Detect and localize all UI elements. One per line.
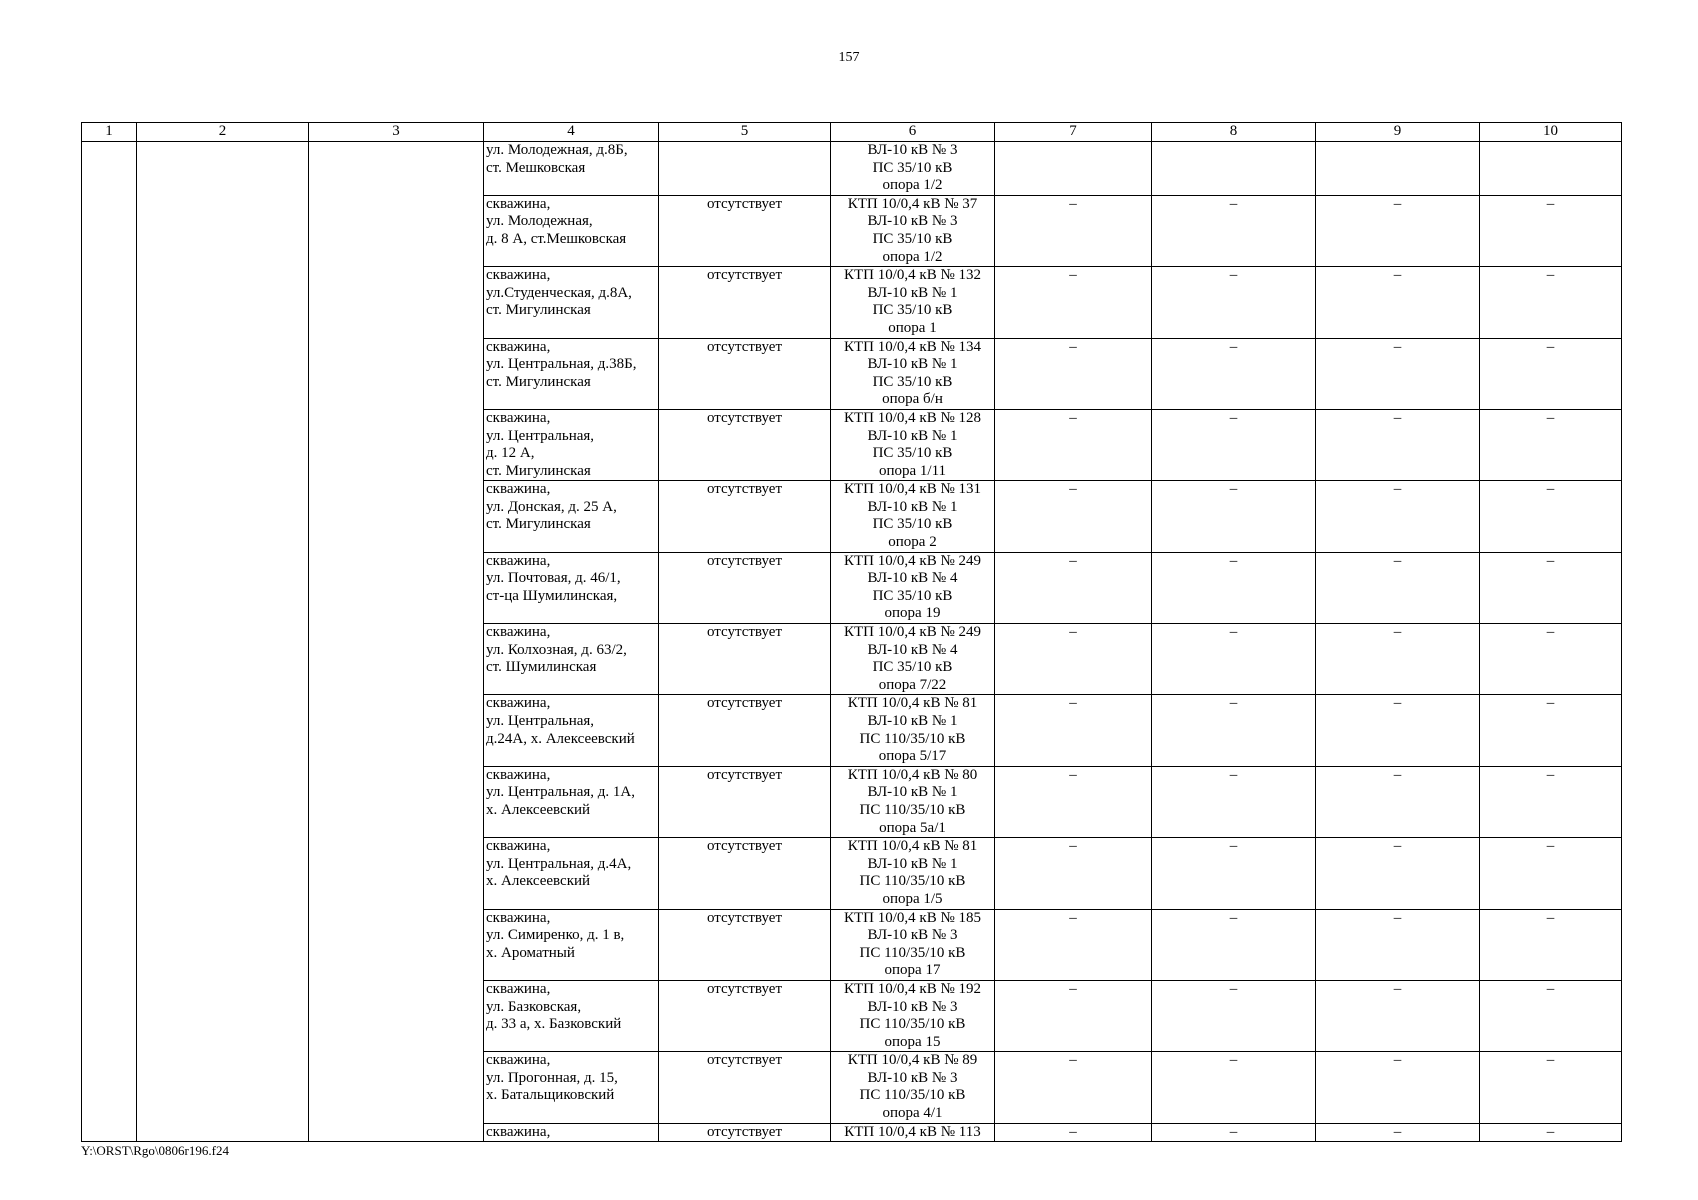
col-7-cell: – <box>995 1052 1152 1123</box>
header-col-5: 5 <box>659 123 831 142</box>
col-10-cell: – <box>1480 338 1622 409</box>
col-8-cell: – <box>1152 1123 1316 1141</box>
status-cell: отсутствует <box>659 695 831 766</box>
table-header-row <box>82 123 1622 142</box>
col-8-cell: – <box>1152 338 1316 409</box>
header-col-7: 7 <box>995 123 1152 142</box>
file-path-footer: Y:\ORST\Rgo\0806r196.f24 <box>81 1143 229 1158</box>
header-col-8: 8 <box>1152 123 1316 142</box>
address-cell: скважина, ул. Колхозная, д. 63/2, ст. Шумилинская <box>484 624 659 695</box>
cell-col-1-empty <box>82 142 137 1142</box>
status-cell: отсутствует <box>659 338 831 409</box>
header-col-9: 9 <box>1316 123 1480 142</box>
col-8-cell: – <box>1152 838 1316 909</box>
col-10-cell: – <box>1480 624 1622 695</box>
data-table <box>81 122 1622 1142</box>
address-cell: ул. Молодежная, д.8Б, ст. Мешковская <box>484 142 659 196</box>
col-7-cell: – <box>995 980 1152 1051</box>
col-8-cell: – <box>1152 766 1316 837</box>
status-cell: отсутствует <box>659 195 831 266</box>
status-cell: отсутствует <box>659 409 831 480</box>
col-7-cell: – <box>995 624 1152 695</box>
col-9-cell: – <box>1316 481 1480 552</box>
col-7-cell: – <box>995 338 1152 409</box>
status-cell: отсутствует <box>659 267 831 338</box>
address-cell: скважина, ул. Центральная, д.4А, х. Алексеевский <box>484 838 659 909</box>
col-10-cell: – <box>1480 1052 1622 1123</box>
col-7-cell: – <box>995 195 1152 266</box>
status-cell: отсутствует <box>659 1052 831 1123</box>
col-10-cell: – <box>1480 409 1622 480</box>
power-source-cell: КТП 10/0,4 кВ № 132 ВЛ-10 кВ № 1 ПС 35/10 кВ опора 1 <box>831 267 995 338</box>
col-9-cell: – <box>1316 338 1480 409</box>
col-7-cell: – <box>995 409 1152 480</box>
header-col-6: 6 <box>831 123 995 142</box>
col-7-cell: – <box>995 838 1152 909</box>
col-10-cell: – <box>1480 552 1622 623</box>
power-source-cell: КТП 10/0,4 кВ № 81 ВЛ-10 кВ № 1 ПС 110/35/10 кВ опора 5/17 <box>831 695 995 766</box>
power-source-cell: КТП 10/0,4 кВ № 134 ВЛ-10 кВ № 1 ПС 35/10 кВ опора б/н <box>831 338 995 409</box>
col-9-cell: – <box>1316 695 1480 766</box>
col-9-cell: – <box>1316 552 1480 623</box>
status-cell: отсутствует <box>659 909 831 980</box>
status-cell: отсутствует <box>659 766 831 837</box>
col-10-cell: – <box>1480 838 1622 909</box>
col-8-cell: – <box>1152 980 1316 1051</box>
address-cell: скважина, ул. Симиренко, д. 1 в, х. Ароматный <box>484 909 659 980</box>
col-7-cell: – <box>995 267 1152 338</box>
col-8-cell: – <box>1152 409 1316 480</box>
power-source-cell: КТП 10/0,4 кВ № 80 ВЛ-10 кВ № 1 ПС 110/35/10 кВ опора 5а/1 <box>831 766 995 837</box>
col-9-cell <box>1316 142 1480 196</box>
col-7-cell: – <box>995 909 1152 980</box>
status-cell: отсутствует <box>659 481 831 552</box>
table-row <box>82 142 1622 196</box>
table-body <box>82 142 1622 1142</box>
col-10-cell: – <box>1480 766 1622 837</box>
address-cell: скважина, <box>484 1123 659 1141</box>
col-10-cell: – <box>1480 909 1622 980</box>
power-source-cell: КТП 10/0,4 кВ № 249 ВЛ-10 кВ № 4 ПС 35/10 кВ опора 19 <box>831 552 995 623</box>
page-number: 157 <box>838 50 860 65</box>
col-10-cell: – <box>1480 1123 1622 1141</box>
power-source-cell: КТП 10/0,4 кВ № 37 ВЛ-10 кВ № 3 ПС 35/10 кВ опора 1/2 <box>831 195 995 266</box>
col-8-cell: – <box>1152 552 1316 623</box>
address-cell: скважина, ул.Студенческая, д.8А, ст. Мигулинская <box>484 267 659 338</box>
col-8-cell: – <box>1152 695 1316 766</box>
col-8-cell <box>1152 142 1316 196</box>
power-source-cell: ВЛ-10 кВ № 3 ПС 35/10 кВ опора 1/2 <box>831 142 995 196</box>
status-cell: отсутствует <box>659 552 831 623</box>
col-10-cell: – <box>1480 195 1622 266</box>
address-cell: скважина, ул. Центральная, д.24А, х. Алексеевский <box>484 695 659 766</box>
power-source-cell: КТП 10/0,4 кВ № 249 ВЛ-10 кВ № 4 ПС 35/10 кВ опора 7/22 <box>831 624 995 695</box>
cell-col-2-empty <box>137 142 309 1142</box>
power-source-cell: КТП 10/0,4 кВ № 185 ВЛ-10 кВ № 3 ПС 110/35/10 кВ опора 17 <box>831 909 995 980</box>
address-cell: скважина, ул. Почтовая, д. 46/1, ст-ца Шумилинская, <box>484 552 659 623</box>
col-7-cell: – <box>995 552 1152 623</box>
col-7-cell: – <box>995 481 1152 552</box>
col-9-cell: – <box>1316 909 1480 980</box>
address-cell: скважина, ул. Базковская, д. 33 а, х. Базковский <box>484 980 659 1051</box>
col-8-cell: – <box>1152 1052 1316 1123</box>
header-col-3: 3 <box>309 123 484 142</box>
header-col-4: 4 <box>484 123 659 142</box>
col-7-cell: – <box>995 695 1152 766</box>
col-9-cell: – <box>1316 624 1480 695</box>
address-cell: скважина, ул. Донская, д. 25 А, ст. Мигулинская <box>484 481 659 552</box>
status-cell: отсутствует <box>659 624 831 695</box>
power-source-cell: КТП 10/0,4 кВ № 192 ВЛ-10 кВ № 3 ПС 110/35/10 кВ опора 15 <box>831 980 995 1051</box>
col-8-cell: – <box>1152 195 1316 266</box>
col-8-cell: – <box>1152 624 1316 695</box>
cell-col-3-empty <box>309 142 484 1142</box>
status-cell <box>659 142 831 196</box>
address-cell: скважина, ул. Прогонная, д. 15, х. Батальщиковский <box>484 1052 659 1123</box>
address-cell: скважина, ул. Молодежная, д. 8 А, ст.Мешковская <box>484 195 659 266</box>
power-source-cell: КТП 10/0,4 кВ № 128 ВЛ-10 кВ № 1 ПС 35/10 кВ опора 1/11 <box>831 409 995 480</box>
col-7-cell: – <box>995 1123 1152 1141</box>
col-10-cell <box>1480 142 1622 196</box>
col-10-cell: – <box>1480 980 1622 1051</box>
col-9-cell: – <box>1316 1123 1480 1141</box>
header-col-2: 2 <box>137 123 309 142</box>
power-source-cell: КТП 10/0,4 кВ № 89 ВЛ-10 кВ № 3 ПС 110/35/10 кВ опора 4/1 <box>831 1052 995 1123</box>
address-cell: скважина, ул. Центральная, д. 1А, х. Алексеевский <box>484 766 659 837</box>
col-10-cell: – <box>1480 267 1622 338</box>
status-cell: отсутствует <box>659 980 831 1051</box>
col-9-cell: – <box>1316 766 1480 837</box>
col-7-cell <box>995 142 1152 196</box>
header-col-10: 10 <box>1480 123 1622 142</box>
col-9-cell: – <box>1316 267 1480 338</box>
power-source-cell: КТП 10/0,4 кВ № 81 ВЛ-10 кВ № 1 ПС 110/35/10 кВ опора 1/5 <box>831 838 995 909</box>
status-cell: отсутствует <box>659 838 831 909</box>
col-9-cell: – <box>1316 838 1480 909</box>
address-cell: скважина, ул. Центральная, д.38Б, ст. Мигулинская <box>484 338 659 409</box>
col-10-cell: – <box>1480 481 1622 552</box>
status-cell: отсутствует <box>659 1123 831 1141</box>
power-source-cell: КТП 10/0,4 кВ № 131 ВЛ-10 кВ № 1 ПС 35/10 кВ опора 2 <box>831 481 995 552</box>
col-8-cell: – <box>1152 267 1316 338</box>
col-8-cell: – <box>1152 909 1316 980</box>
col-8-cell: – <box>1152 481 1316 552</box>
col-10-cell: – <box>1480 695 1622 766</box>
col-7-cell: – <box>995 766 1152 837</box>
address-cell: скважина, ул. Центральная, д. 12 А, ст. Мигулинская <box>484 409 659 480</box>
power-source-cell: КТП 10/0,4 кВ № 113 <box>831 1123 995 1141</box>
col-9-cell: – <box>1316 195 1480 266</box>
header-col-1: 1 <box>82 123 137 142</box>
col-9-cell: – <box>1316 409 1480 480</box>
col-9-cell: – <box>1316 980 1480 1051</box>
col-9-cell: – <box>1316 1052 1480 1123</box>
